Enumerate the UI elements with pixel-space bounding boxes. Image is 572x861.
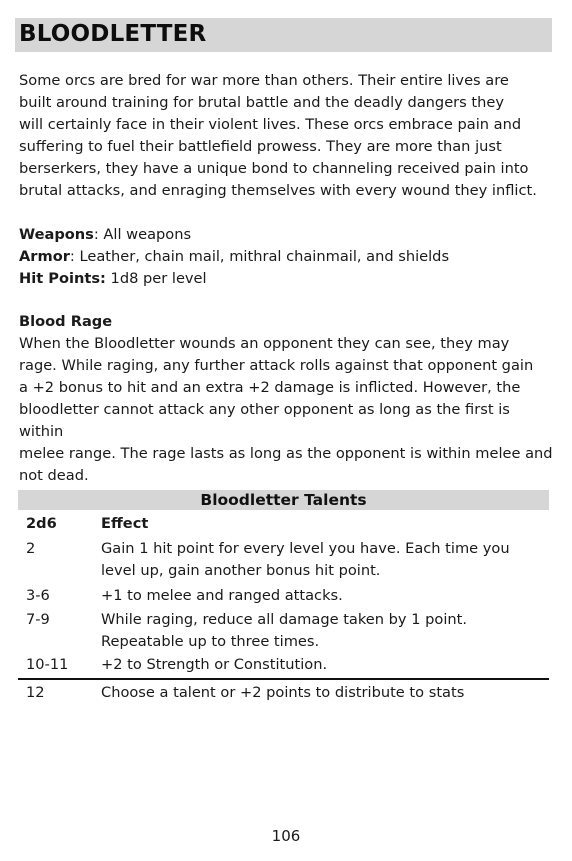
intro-paragraph xyxy=(19,70,553,202)
roll-cell: 10-11 xyxy=(26,656,69,673)
feature-heading: Blood Rage xyxy=(19,313,113,330)
header-roll: 2d6 xyxy=(26,515,57,532)
table-row xyxy=(18,654,549,676)
header-effect: Effect xyxy=(101,515,149,532)
talents-table xyxy=(18,490,549,704)
intro-line: will certainly face in their violent lives. These orcs embrace pain and xyxy=(19,116,522,133)
effect-line: Repeatable up to three times. xyxy=(101,633,320,650)
effect-cell xyxy=(101,682,549,704)
roll-cell: 12 xyxy=(26,684,45,701)
effect-line: +1 to melee and ranged attacks. xyxy=(101,587,343,604)
table-row xyxy=(18,585,549,607)
effect-line: Choose a talent or +2 points to distribute to stats xyxy=(101,684,465,701)
table-row xyxy=(18,678,549,704)
page-number: 106 xyxy=(271,827,301,845)
weapons-stat xyxy=(19,224,553,246)
armor-label: Armor xyxy=(19,248,70,265)
feature-line: bloodletter cannot attack any other opponent as long as the first is within xyxy=(19,401,510,440)
table-title: Bloodletter Talents xyxy=(18,490,549,510)
feature-line: melee range. The rage lasts as long as the opponent is within melee and xyxy=(19,445,553,462)
table-row xyxy=(18,538,549,582)
intro-line: suffering to fuel their battlefield prowess. They are more than just xyxy=(19,138,502,155)
effect-cell xyxy=(101,654,549,676)
armor-value: : Leather, chain mail, mithral chainmail, and shields xyxy=(69,248,450,265)
class-stats xyxy=(19,224,553,290)
roll-cell: 7-9 xyxy=(26,611,50,628)
hit-points-label: Hit Points: xyxy=(19,270,106,287)
intro-line: built around training for brutal battle and the deadly dangers they xyxy=(19,94,504,111)
blood-rage-feature xyxy=(19,311,553,487)
feature-line: not dead. xyxy=(19,467,89,484)
intro-line: Some orcs are bred for war more than others. Their entire lives are xyxy=(19,72,509,89)
table-header-row xyxy=(18,513,549,535)
armor-stat xyxy=(19,246,553,268)
feature-line: a +2 bonus to hit and an extra +2 damage is inflicted. However, the xyxy=(19,379,521,396)
page-title: BLOODLETTER xyxy=(19,21,207,47)
table-row xyxy=(18,609,549,653)
feature-line: When the Bloodletter wounds an opponent they can see, they may xyxy=(19,335,510,352)
feature-line: rage. While raging, any further attack rolls against that opponent gain xyxy=(19,357,534,374)
roll-cell: 3-6 xyxy=(26,587,50,604)
weapons-label: Weapons xyxy=(19,226,94,243)
effect-cell xyxy=(101,585,549,607)
effect-cell xyxy=(101,609,549,653)
effect-line: While raging, reduce all damage taken by 1 point. xyxy=(101,611,467,628)
title-bar xyxy=(15,18,552,52)
weapons-value: : All weapons xyxy=(93,226,192,243)
intro-line: brutal attacks, and enraging themselves with every wound they inflict. xyxy=(19,182,537,199)
roll-cell: 2 xyxy=(26,540,36,557)
effect-line: level up, gain another bonus hit point. xyxy=(101,562,381,579)
hit-points-value: 1d8 per level xyxy=(105,270,207,287)
hit-points-stat xyxy=(19,268,553,290)
effect-cell xyxy=(101,538,549,582)
effect-line: Gain 1 hit point for every level you have. Each time you xyxy=(101,540,510,557)
effect-line: +2 to Strength or Constitution. xyxy=(101,656,328,673)
intro-line: berserkers, they have a unique bond to channeling received pain into xyxy=(19,160,529,177)
